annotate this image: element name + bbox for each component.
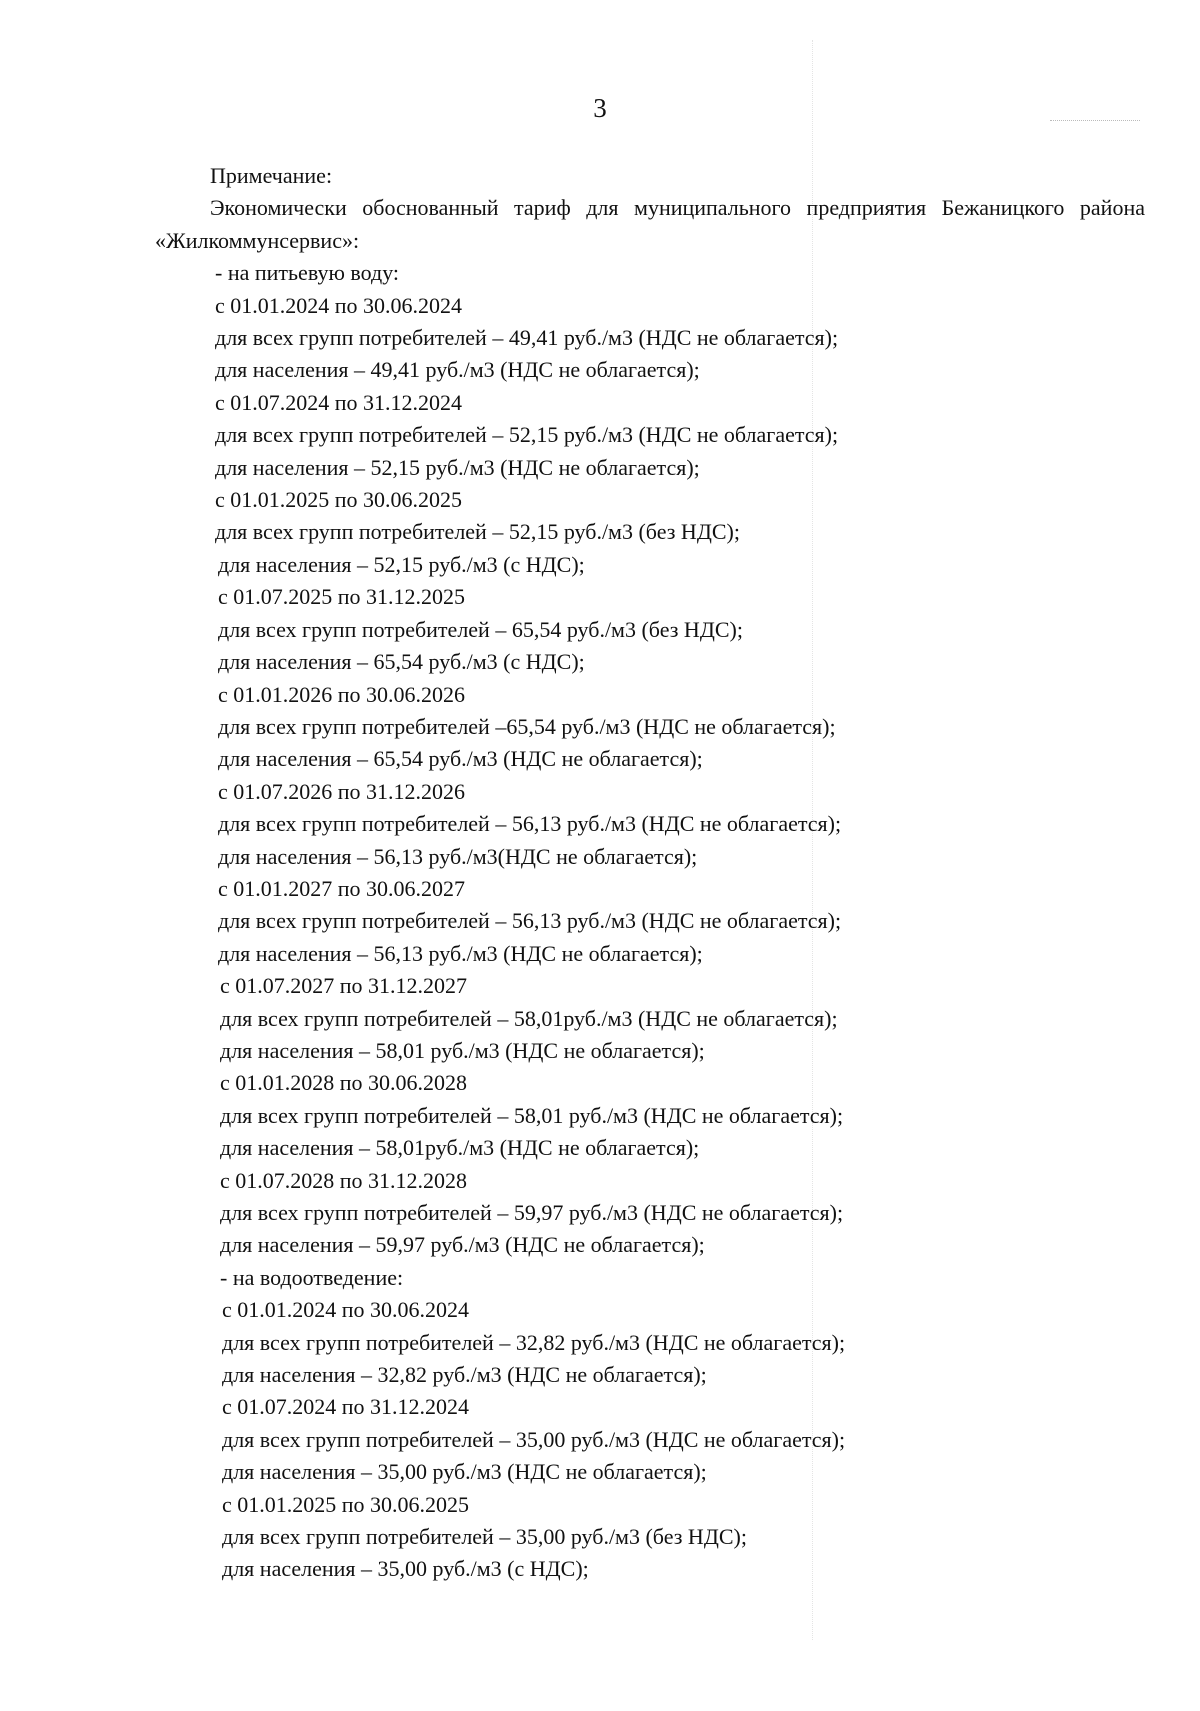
tariff-line: с 01.07.2024 по 31.12.2024 [222,1394,470,1420]
tariff-line: для всех групп потребителей – 59,97 руб./м3 (НДС не облагается); [220,1200,844,1225]
tariff-line: для всех групп потребителей – 35,00 руб./м3 (НДС не облагается); [222,1426,846,1452]
tariff-line: с 01.07.2024 по 31.12.2024 [215,389,463,415]
tariff-list [155,257,1145,1586]
note-heading: Примечание: [210,163,333,188]
tariff-line: для населения – 35,00 руб./м3 (НДС не облагается); [222,1459,707,1485]
tariff-line: с 01.01.2024 по 30.06.2024 [222,1297,470,1323]
document-body [155,160,1145,1586]
tariff-line: для всех групп потребителей – 52,15 руб./м3 (без НДС); [215,519,740,545]
tariff-line: для населения – 52,15 руб./м3 (НДС не облагается); [215,454,700,480]
tariff-line: для всех групп потребителей – 52,15 руб./м3 (НДС не облагается); [215,422,839,448]
tariff-line: с 01.01.2025 по 30.06.2025 [215,487,463,513]
tariff-line: для населения – 65,54 руб./м3 (с НДС); [218,649,585,675]
note-intro: Экономически обоснованный тариф для муниципального предприятия Бежаницкого района «Жилкоммунсервис»: [155,195,1145,253]
tariff-line: - на питьевую воду: [215,260,400,286]
tariff-line: для населения – 65,54 руб./м3 (НДС не облагается); [218,746,703,772]
tariff-line: для всех групп потребителей – 32,82 руб./м3 (НДС не облагается); [222,1329,846,1355]
tariff-line: - на водоотведение: [220,1264,404,1290]
tariff-line: для населения – 52,15 руб./м3 (с НДС); [218,551,585,577]
tariff-line: для населения – 58,01 руб./м3 (НДС не облагается); [220,1037,705,1063]
tariff-line: с 01.01.2028 по 30.06.2028 [220,1070,468,1096]
tariff-line: для населения – 35,00 руб./м3 (с НДС); [222,1556,589,1582]
tariff-line: с 01.01.2025 по 30.06.2025 [222,1491,470,1517]
tariff-line: с 01.01.2024 по 30.06.2024 [215,292,463,318]
tariff-line: для всех групп потребителей – 56,13 руб./м3 (НДС не облагается); [218,908,842,934]
tariff-line: для всех групп потребителей – 49,41 руб./м3 (НДС не облагается); [215,325,839,351]
tariff-line: для всех групп потребителей –65,54 руб./м3 (НДС не облагается); [218,713,836,739]
tariff-line: для всех групп потребителей – 65,54 руб./м3 (без НДС); [218,616,743,642]
tariff-line: с 01.07.2028 по 31.12.2028 [220,1167,468,1193]
tariff-line: с 01.01.2027 по 30.06.2027 [218,875,466,901]
tariff-line: для всех групп потребителей – 35,00 руб./м3 (без НДС); [222,1524,747,1550]
tariff-line: с 01.07.2025 по 31.12.2025 [218,584,466,610]
tariff-line: для населения – 56,13 руб./м3 (НДС не облагается); [218,940,703,966]
tariff-line: для населения – 49,41 руб./м3 (НДС не облагается); [215,357,700,383]
tariff-line: с 01.07.2027 по 31.12.2027 [220,973,468,999]
tariff-line: для населения – 59,97 руб./м3 (НДС не облагается); [220,1232,705,1258]
tariff-line: для всех групп потребителей – 58,01руб./м3 (НДС не облагается); [220,1005,838,1031]
tariff-line: для населения – 58,01руб./м3 (НДС не облагается); [220,1135,700,1161]
tariff-line: для населения – 56,13 руб./м3(НДС не облагается); [218,843,698,869]
tariff-line: с 01.07.2026 по 31.12.2026 [218,778,466,804]
tariff-line: с 01.01.2026 по 30.06.2026 [218,681,466,707]
tariff-line: для всех групп потребителей – 58,01 руб./м3 (НДС не облагается); [220,1102,844,1128]
page-number: 3 [593,93,607,123]
tariff-line: для всех групп потребителей – 56,13 руб./м3 (НДС не облагается); [218,811,842,837]
tariff-line: для населения – 32,82 руб./м3 (НДС не облагается); [222,1362,707,1388]
